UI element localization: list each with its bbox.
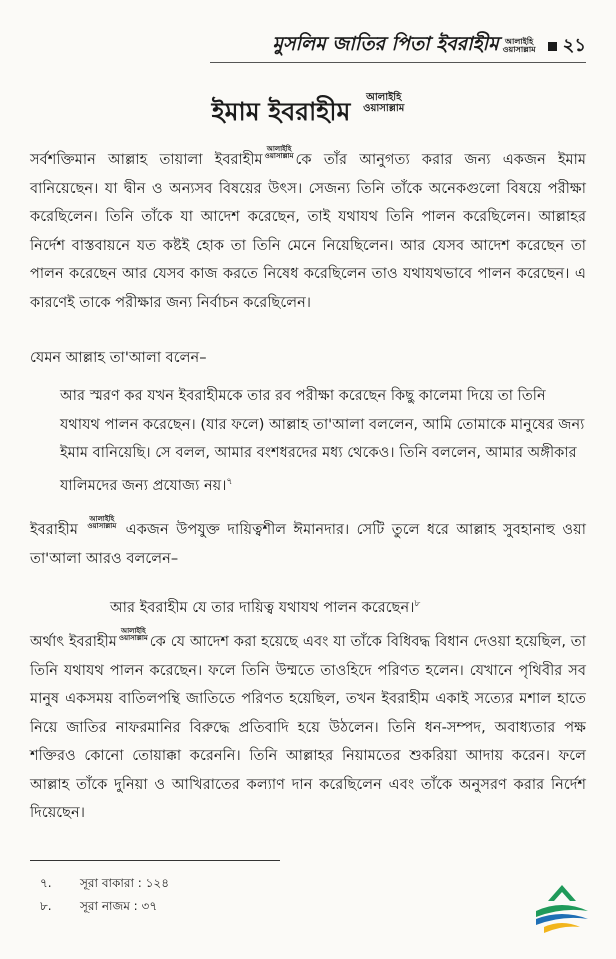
quote-1 <box>60 382 586 500</box>
paragraph-1 <box>30 146 586 317</box>
p1-start: সর্বশক্তিমান আল্লাহ তায়ালা ইবরাহীম <box>30 151 263 168</box>
header-rule <box>210 62 586 63</box>
quote-2-text: আর ইবরাহীম যে তার দায়িত্ব যথাযথ পালন করেছেন। <box>110 598 415 616</box>
honorific-line2: ওয়াসাল্লাম <box>87 522 117 530</box>
footnote-ref-7: ৭ <box>226 476 233 487</box>
footnote-number: ৮. <box>40 899 52 913</box>
footnote-text: সূরা নাজম : ৩৭ <box>80 899 158 913</box>
footnote-text: সূরা বাকারা : ১২৪ <box>80 876 169 890</box>
logo-roof <box>548 885 576 901</box>
honorific-line2: ওয়াসাল্লাম <box>264 152 294 160</box>
chapter-title-text: ইমাম ইবরাহীম <box>211 97 351 126</box>
inline-honorific <box>265 146 294 160</box>
footnotes <box>40 872 169 918</box>
honorific-line1: আলাইহি <box>266 145 292 153</box>
p3-rest: একজন উপযুক্ত দায়িত্বশীল ঈমানদার। সেটি তুলে ধরে আল্লাহ সুবহানাহু ওয়া তা'আলা আরও বললেন– <box>30 521 587 567</box>
honorific-line1: আলাইহি <box>120 627 146 635</box>
inline-honorific <box>119 628 148 642</box>
honorific-line2: ওয়াসাল্লাম <box>502 45 536 54</box>
quote-2 <box>110 590 586 622</box>
paragraph-2: যেমন আল্লাহ তা'আলা বলেন– <box>30 349 207 366</box>
footnote-ref-8: ৮ <box>414 599 421 609</box>
footnote-rule <box>30 860 280 861</box>
honorific-line1: আলাইহি <box>504 37 534 46</box>
running-title-honorific <box>503 38 536 54</box>
footnote-item <box>40 895 169 918</box>
p1-rest: কে তাঁর আনুগত্য করার জন্য একজন ইমাম বানিয়েছেন। যা দ্বীন ও অন্যসব বিষয়ের উৎস। সেজন্য তিনি তাঁকে অনেকগুলো বিষয়ে পরীক্ষা করেছিলেন। তিনি তাঁকে যা আদেশ করেছেন, তাই যথাযথ তিনি পালন করেছিলেন। আল্লাহর নির্দেশ বাস্তবায়নে যত কষ্টই হোক তা তিনি মেনে নিয়েছিলেন। আর যেসব আদেশ করেছেন তা পালন করেছেন আর যেসব কাজ করতে নিষেধ করেছিলেন তাও যথাযথভাবে পালন করেছেন। এ কারণেই তাকে পরীক্ষার জন্য নির্বাচন করেছিলেন। <box>30 151 586 311</box>
title-honorific-line1: আলাইহি <box>366 92 402 103</box>
paragraph-4 <box>30 628 586 828</box>
inline-honorific <box>87 516 116 530</box>
page-number: ২১ <box>562 34 586 56</box>
p4-rest: কে যে আদেশ করা হয়েছে এবং যা তাঁকে বিধিবদ্ধ বিধান দেওয়া হয়েছিল, তা তিনি যথাযথ পালন করেছেন। ফলে তিনি উম্মতে তাওহিদে পরিণত হলেন। যেখানে পৃথিবীর সব মানুষ একসময় বাতিলপন্থি জাতিতে পরিণত হয়েছিল, তখন ইবরাহীম একাই সত্যের মশাল হাতে নিয়ে জাতির নাফরমানির বিরুদ্ধে প্রতিবাদি হয়ে উঠলেন। তিনি ধন-সম্পদ, অবাধ্যতার পক্ষ শক্তিরও কোনো তোয়াক্কা করেননি। তিনি আল্লাহর নিয়ামতের শুকরিয়া আদায় করেন। ফলে আল্লাহ তাঁকে দুনিয়া ও আখিরাতের কল্যাণ দান করেছিলেন এবং তাঁকে অনুসরণ করার নির্দেশ দিয়েছেন। <box>30 633 586 821</box>
p4-start: অর্থাৎ ইবরাহীম <box>30 633 117 650</box>
honorific-line2: ওয়াসাল্লাম <box>118 634 148 642</box>
honorific-line1: আলাইহি <box>89 515 115 523</box>
p3-start: ইবরাহীম <box>30 521 78 538</box>
running-header <box>150 30 586 62</box>
running-title: মুসলিম জাতির পিতা ইবরাহীম <box>272 33 499 55</box>
chapter-title <box>0 92 616 135</box>
chapter-title-honorific <box>363 92 404 114</box>
title-honorific-line2: ওয়াসাল্লাম <box>363 103 405 114</box>
publisher-logo-icon <box>530 881 594 939</box>
footnote-item <box>40 872 169 895</box>
logo-wave-yellow <box>544 923 580 933</box>
quote-1-text: আর স্মরণ কর যখন ইবরাহীমকে তার রব পরীক্ষা করেছেন কিছু কালেমা দিয়ে তা তিনি যথাযথ পালন করেছেন। (যার ফলে) আল্লাহ তা'আলা বললেন, আমি তোমাকে মানুষের জন্য ইমাম বানিয়েছি। সে বলল, আমার বংশধরদের মধ্য থেকেও। তিনি বললেন, আমার অঙ্গীকার যালিমদের জন্য প্রযোজ্য নয়। <box>60 387 585 494</box>
footnote-number: ৭. <box>40 876 52 890</box>
paragraph-3 <box>30 516 586 573</box>
square-bullet-icon <box>548 42 557 51</box>
